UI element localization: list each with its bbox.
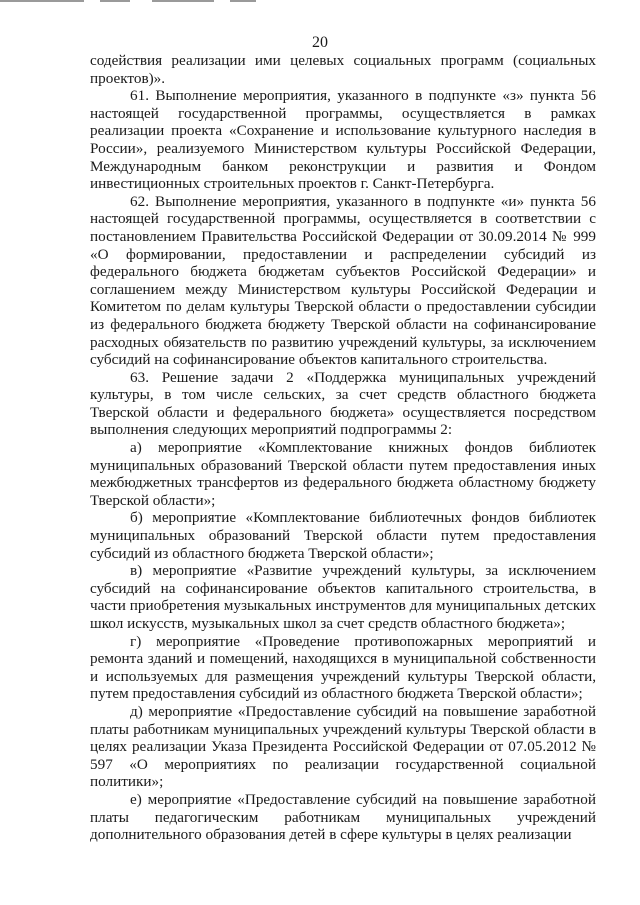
list-item-a: а) мероприятие «Комплектование книжных фондов библиотек муниципальных образований Тверской области путем предоставления иных межбюджетных трансфертов из федерального бюджета областному бюджету Тверской области»; [90,439,596,509]
scan-mark [152,0,214,2]
scan-mark [0,0,84,2]
list-item-d: д) мероприятие «Предоставление субсидий на повышение заработной платы работникам муниципальных учреждений культуры Тверской области в целях реализации Указа Президента Российской Федерации от 07.05.2012 № 597 «О мероприятиях по реализации государственной социальной политики»; [90,702,596,791]
paragraph-61: 61. Выполнение мероприятия, указанного в подпункте «з» пункта 56 настоящей государственной программы, осуществляется в рамках реализации проекта «Сохранение и использование культурного наследия в России», реализуемого Министерством культуры Российской Федерации, Международным банком реконструкции и развития и Фондом инвестиционных строительных проектов г. Санкт-Петербурга. [90,87,596,193]
list-item-g: г) мероприятие «Проведение противопожарных мероприятий и ремонта зданий и помещений, находящихся в муниципальной собственности и используемых для размещения учреждений культуры Тверской области, путем предоставления субсидий из областного бюджета Тверской области»; [90,632,596,703]
scan-mark [230,0,256,2]
scan-mark [100,0,130,2]
scan-edge [0,0,640,4]
list-item-v: в) мероприятие «Развитие учреждений культуры, за исключением субсидий на софинансирование объектов капитального строительства, в части приобретения музыкальных инструментов для муниципальных детских школ искусств, музыкальных школ за счет средств областного бюджета»; [90,562,596,632]
paragraph-62: 62. Выполнение мероприятия, указанного в подпункте «и» пункта 56 настоящей государственной программы, осуществляется в соответствии с постановлением Правительства Российской Федерации от 30.09.2014 № 999 «О формировании, предоставлении и распределении субсидий из федерального бюджета бюджетам субъектов Российской Федерации» и соглашением между Министерством культуры Российской Федерации и Комитетом по делам культуры Тверской области о предоставлении субсидии из федерального бюджета бюджету Тверской области на софинансирование расходных обязательств по развитию учреждений культуры, за исключением субсидий на софинансирование объектов капитального строительства. [90,192,596,369]
document-body [90,52,596,844]
page-number: 20 [312,34,328,51]
list-item-b: б) мероприятие «Комплектование библиотечных фондов библиотек муниципальных образований Тверской области путем предоставления субсидий из областного бюджета Тверской области»; [90,509,596,562]
paragraph-continuation: содействия реализации ими целевых социальных программ (социальных проектов)». [90,52,596,87]
list-item-e: е) мероприятие «Предоставление субсидий на повышение заработной платы педагогическим работникам муниципальных учреждений дополнительного образования детей в сфере культуры в целях реализации [90,790,596,844]
paragraph-63: 63. Решение задачи 2 «Поддержка муниципальных учреждений культуры, в том числе сельских, за счет средств областного бюджета Тверской области и федерального бюджета» осуществляется посредством выполнения следующих мероприятий подпрограммы 2: [90,368,596,439]
